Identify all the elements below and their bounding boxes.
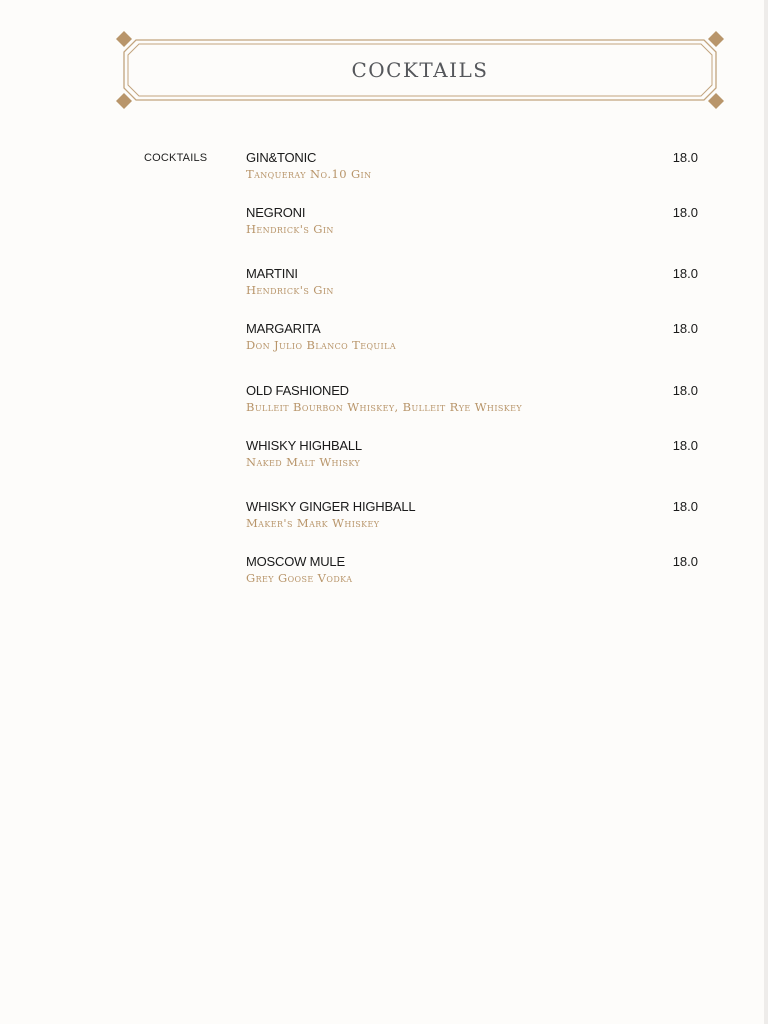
menu-item bbox=[246, 554, 698, 590]
menu-item bbox=[246, 150, 698, 186]
item-price: 18.0 bbox=[672, 499, 698, 514]
item-price: 18.0 bbox=[672, 438, 698, 453]
section-label: COCKTAILS bbox=[144, 152, 208, 164]
item-description: Hendrick's Gin bbox=[246, 283, 334, 297]
item-description: Hendrick's Gin bbox=[246, 222, 334, 236]
item-description: Tanqueray No.10 Gin bbox=[246, 167, 372, 181]
item-name: MARTINI bbox=[246, 266, 298, 281]
item-description: Grey Goose Vodka bbox=[246, 571, 353, 585]
menu-item bbox=[246, 438, 698, 474]
menu-item bbox=[246, 266, 698, 302]
item-name: NEGRONI bbox=[246, 205, 306, 220]
item-description: Naked Malt Whisky bbox=[246, 455, 361, 469]
item-price: 18.0 bbox=[672, 266, 698, 281]
header-frame bbox=[114, 30, 726, 110]
menu-item bbox=[246, 499, 698, 535]
item-description: Maker's Mark Whiskey bbox=[246, 516, 380, 530]
menu-item bbox=[246, 321, 698, 357]
item-price: 18.0 bbox=[672, 321, 698, 336]
item-name: WHISKY HIGHBALL bbox=[246, 438, 362, 453]
item-name: MARGARITA bbox=[246, 321, 321, 336]
item-name: WHISKY GINGER HIGHBALL bbox=[246, 499, 416, 514]
menu-item bbox=[246, 205, 698, 241]
item-name: OLD FASHIONED bbox=[246, 383, 349, 398]
item-price: 18.0 bbox=[672, 383, 698, 398]
page-edge bbox=[764, 0, 768, 1024]
item-price: 18.0 bbox=[672, 205, 698, 220]
item-price: 18.0 bbox=[672, 150, 698, 165]
item-description: Don Julio Blanco Tequila bbox=[246, 338, 397, 352]
page-title: COCKTAILS bbox=[351, 58, 489, 82]
item-price: 18.0 bbox=[672, 554, 698, 569]
item-name: GIN&TONIC bbox=[246, 150, 317, 165]
menu-item bbox=[246, 383, 698, 419]
item-description: Bulleit Bourbon Whiskey, Bulleit Rye Whiskey bbox=[246, 400, 523, 414]
item-name: MOSCOW MULE bbox=[246, 554, 345, 569]
